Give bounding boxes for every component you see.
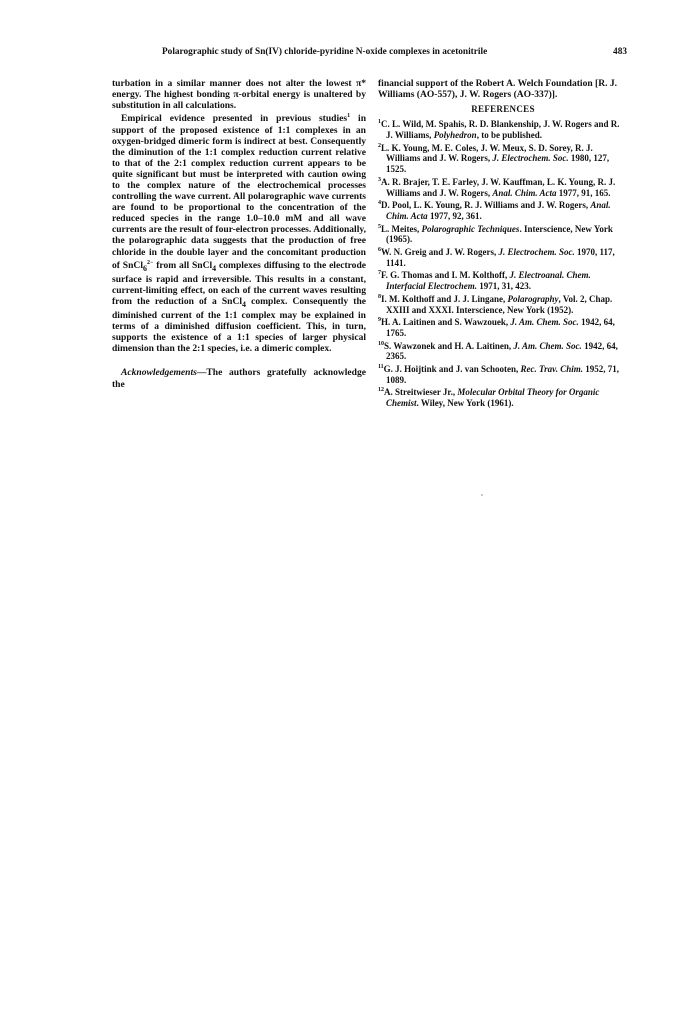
scan-speck — [481, 494, 483, 496]
reference-number: 5 — [378, 223, 381, 230]
reference-number: 11 — [378, 364, 384, 371]
reference-details: 1952, 71, 1089. — [386, 364, 620, 385]
text-run: complexes diffusing to the electrode surface is rapid and irreversible. This results in a constant, current-limiting effect, on each of the current waves resulting from the reduction of a SnCl — [112, 259, 367, 308]
reference-authors: C. L. Wild, M. Spahis, R. D. Blankenship, J. W. Rogers and R. J. Williams, — [381, 119, 620, 140]
reference-authors: H. A. Laitinen and S. Wawzouek, — [381, 317, 511, 328]
reference-item — [378, 362, 628, 385]
page-number: 483 — [613, 47, 627, 57]
reference-details: , to be published. — [476, 129, 542, 140]
reference-number: 2 — [378, 142, 381, 149]
reference-source: J. Electroanal. Chem. Interfacial Electrochem. — [386, 270, 591, 292]
reference-number: 8 — [378, 293, 381, 300]
references-list — [378, 117, 628, 409]
reference-item — [378, 315, 628, 338]
reference-details: , Vol. 2, Chap. XXIII and XXXI. Interscience, New York (1952). — [386, 293, 613, 315]
text-run: complex. Consequently the diminished current of the 1:1 complex may be explained in terms of a diminished diffusion coefficient. This, in turn, supports the existence of a 1:1 species of larger physical dimension than the 2:1 species, i.e. a dimeric complex. — [112, 296, 366, 355]
reference-details: 1977, 92, 361. — [427, 210, 482, 221]
reference-details: . Wiley, New York (1961). — [416, 398, 514, 409]
funding-statement: financial support of the Robert A. Welch Foundation [R. J. Williams (AO-557), J. W. Rogers (AO-337)]. — [378, 78, 618, 101]
reference-authors: S. Wawzonek and H. A. Laitinen, — [384, 340, 514, 351]
running-title: Polarographic study of Sn(IV) chloride-pyridine N-oxide complexes in acetonitrile — [162, 47, 488, 57]
subscript: 6 — [142, 263, 147, 273]
reference-number: 1 — [378, 119, 381, 126]
reference-item — [378, 385, 628, 408]
reference-details: 1970, 117, 1141. — [386, 247, 615, 268]
reference-source: J. Am. Chem. Soc. — [510, 317, 579, 328]
reference-authors: A. Streitwieser Jr., — [384, 387, 458, 398]
left-column — [112, 78, 366, 390]
reference-authors: I. M. Kolthoff and J. J. Lingane, — [381, 293, 508, 304]
reference-details: 1977, 91, 165. — [556, 187, 611, 198]
reference-number: 6 — [378, 247, 381, 254]
paragraph-continuation: turbation in a similar manner does not alter the lowest π* energy. The highest bonding π-orbital energy is unaltered by substitution in all calculations. — [112, 78, 366, 112]
reference-source: Molecular Orbital Theory for Organic Chemist — [386, 387, 600, 409]
reference-source: Anal. Chim. Acta — [386, 200, 611, 221]
citation-superscript: 1 — [347, 113, 351, 120]
running-header — [112, 47, 637, 63]
reference-authors: G. J. Hoijtink and J. van Schooten, — [383, 364, 521, 375]
right-column — [378, 78, 628, 409]
reference-source: J. Electrochem. Soc. — [492, 153, 569, 164]
reference-source: Polarographic Techniques — [421, 223, 520, 234]
reference-details: 1942, 64, 1765. — [386, 317, 615, 338]
reference-item — [378, 339, 628, 362]
reference-source: Polyhedron — [433, 129, 477, 140]
reference-details: 1980, 127, 1525. — [386, 153, 610, 175]
reference-source: Polarography — [507, 293, 559, 304]
subscript: 4 — [212, 263, 217, 273]
reference-number: 4 — [378, 200, 381, 207]
reference-authors: L. Meites, — [381, 223, 422, 234]
reference-authors: F. G. Thomas and I. M. Kolthoff, — [381, 270, 510, 281]
reference-details: 1942, 64, 2365. — [386, 340, 618, 362]
reference-authors: W. N. Greig and J. W. Rogers, — [381, 247, 499, 258]
references-heading: REFERENCES — [471, 104, 535, 115]
text-run: from all SnCl — [153, 259, 213, 271]
text-run: in support of the proposed existence of 1:1 complexes in an oxygen-bridged dimeric form is indirect at best. Consequently the diminution of the 1:1 complex reduction current relative to that of the 2:1 complex reduction current appears to be quite significant but must be interpreted with caution owing to the complex nature of the electrochemical processes controlling the wave current. All polarographic wave currents are found to be proportional to the concentration of the reduced species in the range 1.0–10.0 mM and all wave currents are the result of four-electron processes. Additionally, the polarographic data suggests that the production of free chloride in the double layer and the concomitant production of SnCl — [112, 113, 367, 271]
reference-source: J. Am. Chem. Soc. — [513, 340, 582, 351]
reference-item — [378, 141, 628, 175]
superscript-charge: 2− — [146, 259, 154, 266]
reference-authors: D. Pool, L. K. Young, R. J. Williams and J. W. Rogers, — [381, 200, 591, 211]
reference-source: J. Electrochem. Soc. — [498, 247, 575, 258]
reference-number: 12 — [378, 387, 384, 394]
reference-number: 9 — [378, 317, 381, 324]
reference-item — [378, 117, 628, 140]
reference-item — [378, 175, 628, 198]
subscript: 4 — [242, 299, 247, 309]
reference-authors: A. R. Brajer, T. E. Farley, J. W. Kauffman, L. K. Young, R. J. Williams and J. W. Rogers, — [381, 176, 616, 198]
reference-source: Rec. Trav. Chim. — [520, 364, 584, 375]
acknowledgements-text: —The authors gratefully acknowledge the — [112, 367, 366, 390]
reference-item — [378, 222, 628, 245]
acknowledgements-label: Acknowledgements — [121, 367, 197, 379]
reference-number: 3 — [378, 176, 381, 183]
acknowledgements — [112, 367, 366, 389]
reference-item — [378, 268, 628, 291]
reference-number: 7 — [378, 270, 381, 277]
paragraph-empirical-evidence — [112, 111, 366, 354]
reference-source: Anal. Chim. Acta — [492, 187, 557, 198]
reference-details: 1971, 31, 423. — [477, 281, 531, 292]
reference-details: . Interscience, New York (1965). — [386, 223, 613, 245]
text-run: Empirical evidence presented in previous studies — [121, 113, 348, 125]
reference-item — [378, 292, 628, 315]
reference-authors: L. K. Young, M. E. Coles, J. W. Meux, S. D. Sorey, R. J. Williams and J. W. Rogers, — [381, 142, 593, 164]
reference-item — [378, 198, 628, 221]
reference-item — [378, 245, 628, 268]
reference-number: 10 — [378, 340, 384, 347]
